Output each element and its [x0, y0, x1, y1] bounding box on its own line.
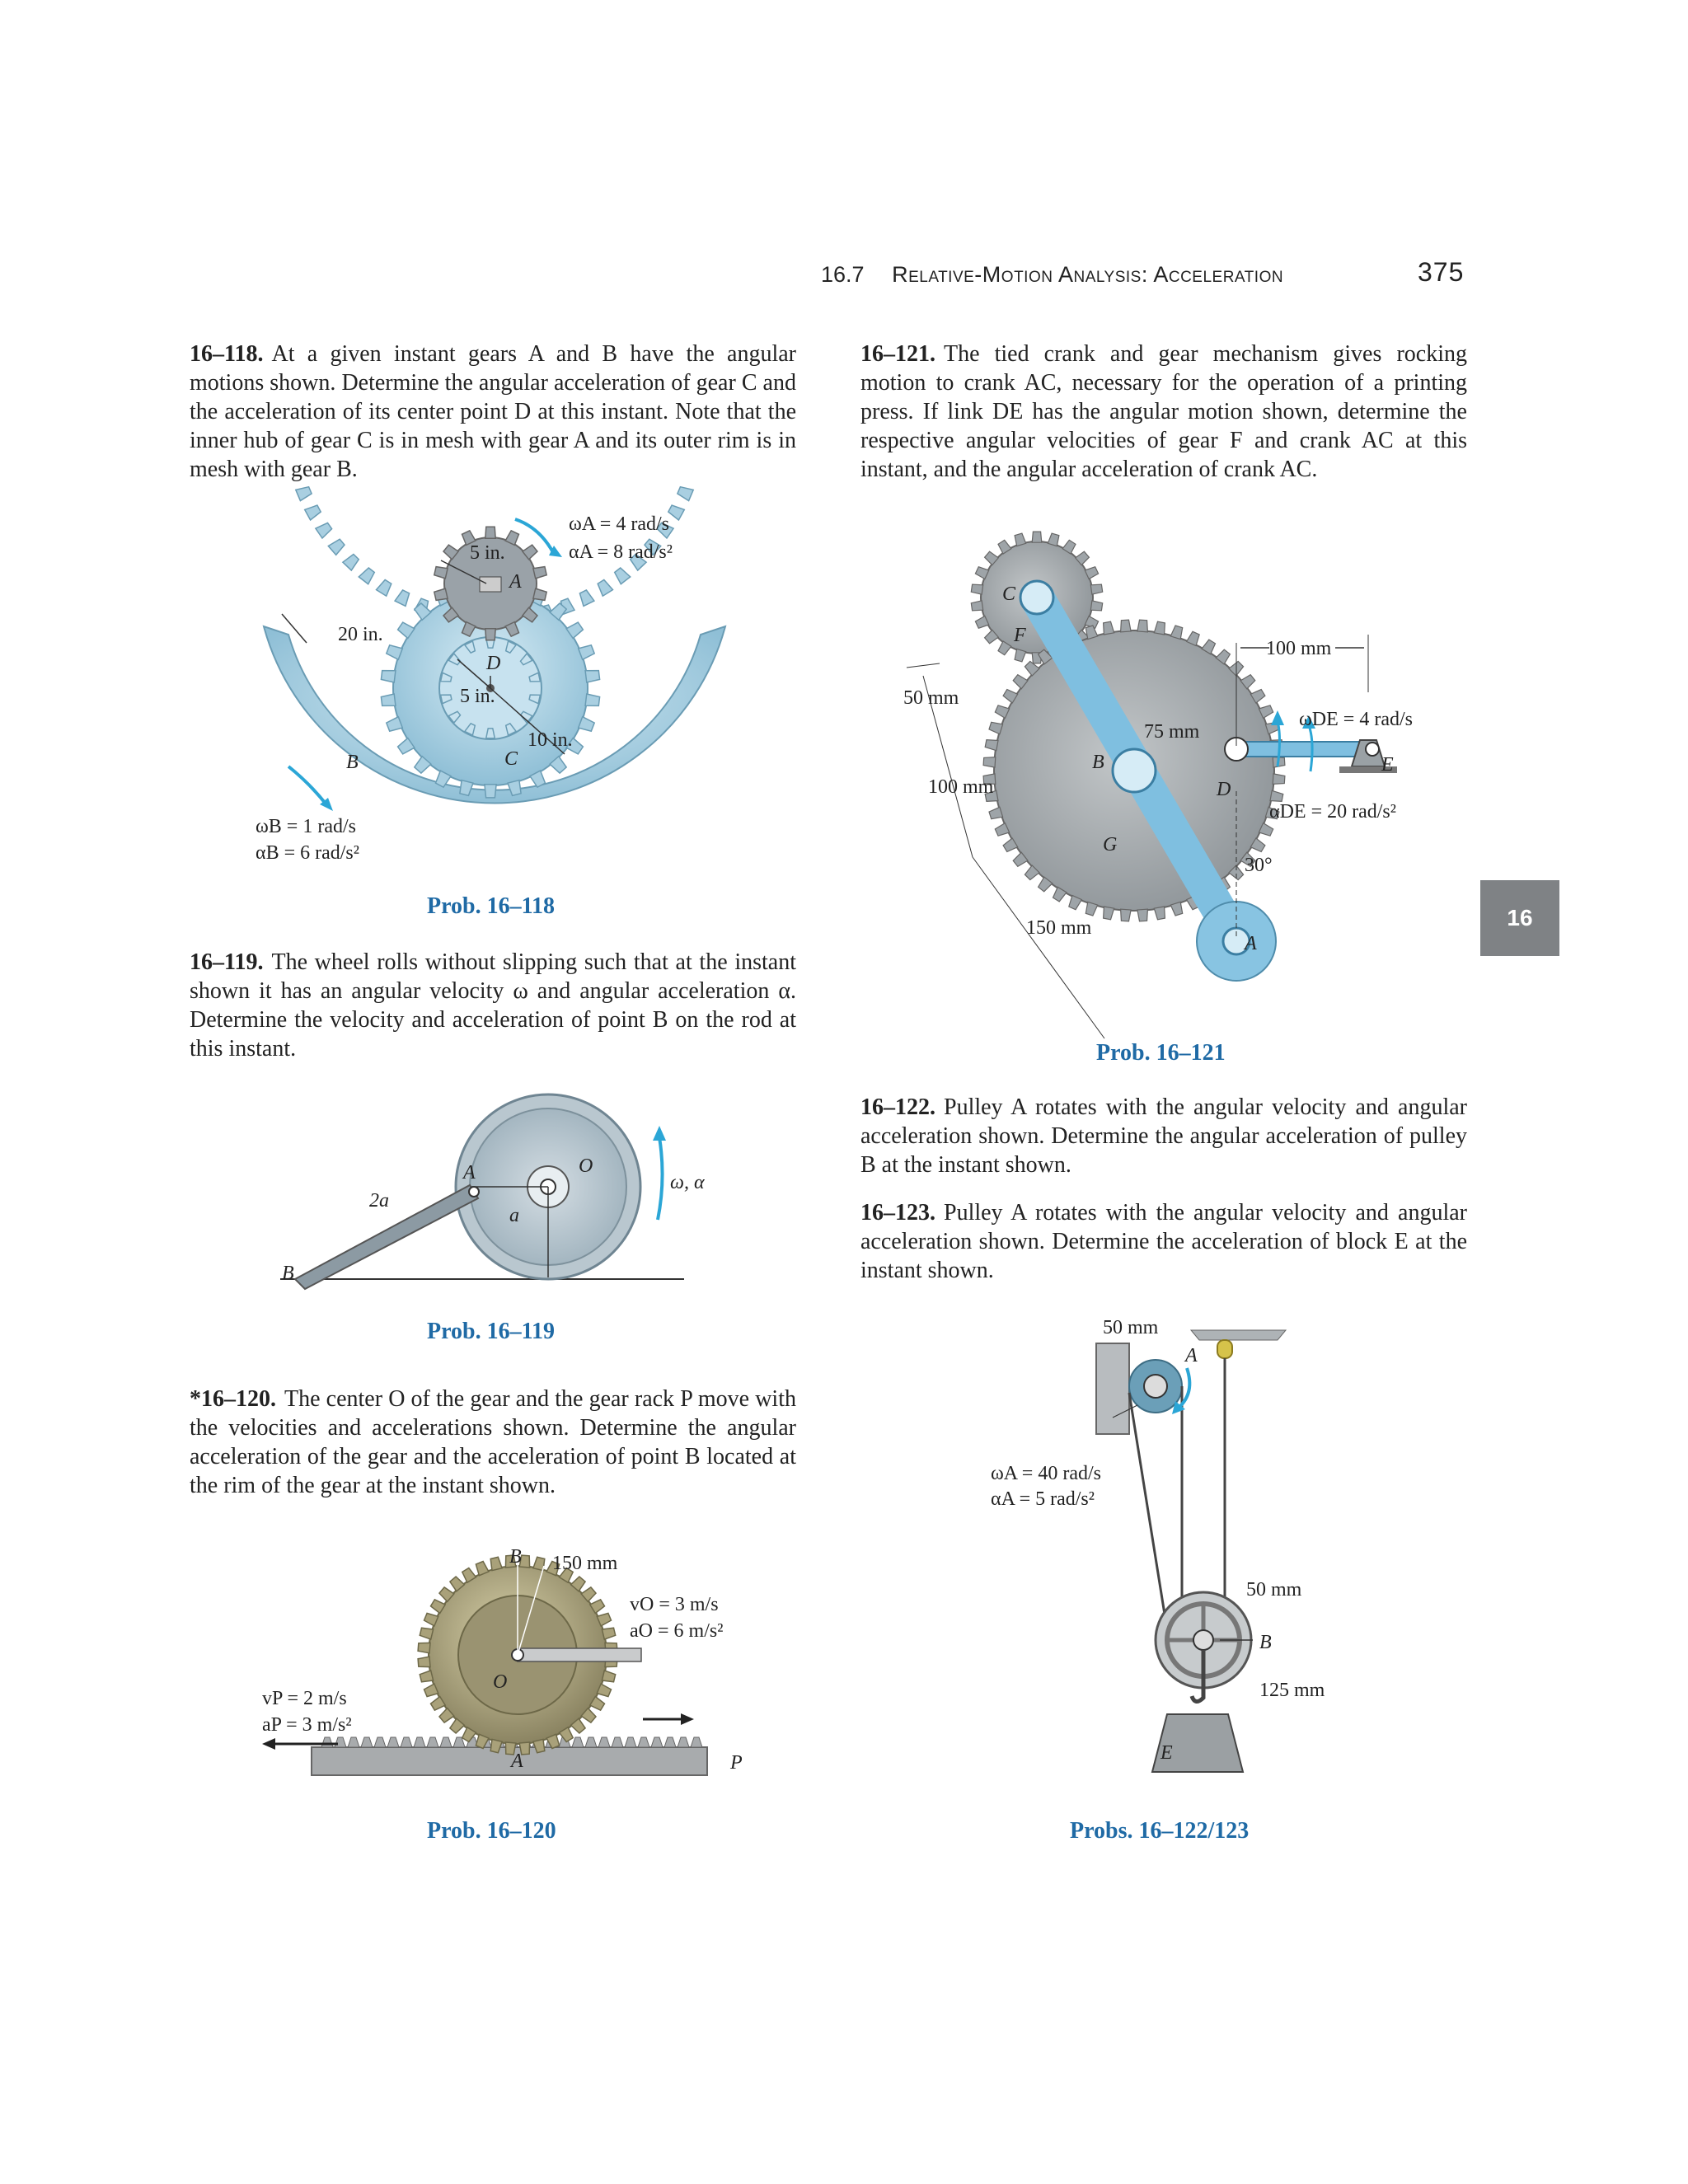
label-e: E: [1381, 754, 1394, 776]
dim-50b-label: 50 mm: [1246, 1579, 1302, 1601]
label-2a: 2a: [369, 1190, 389, 1212]
dim-50-label: 50 mm: [903, 687, 959, 709]
section-number: 16.7: [821, 262, 865, 287]
section-title: Relative-Motion Analysis: Acceleration: [892, 262, 1284, 287]
label-a: A: [1245, 933, 1257, 954]
running-header: [821, 262, 1283, 288]
omega-de-label: ωDE = 4 rad/s: [1299, 709, 1413, 730]
caption-16-122-123: Probs. 16–122/123: [1070, 1818, 1250, 1844]
problem-text: At a given instant gears A and B have the angular motions shown. Determine the angular acceleration of gear C and the acceleration of its center point D at this instant. Note that the inner hub of gear C is in mesh with gear A and its outer rim is in mesh with gear B.: [190, 341, 796, 482]
omega-a-label: ωA = 40 rad/s: [991, 1463, 1101, 1484]
radius-20-label: 20 in.: [338, 624, 383, 645]
label-a: A: [463, 1162, 476, 1183]
label-f: F: [1014, 625, 1026, 646]
label-g: G: [1103, 834, 1118, 855]
dim-100b-label: 100 mm: [1266, 638, 1332, 659]
label-b: B: [509, 1546, 522, 1568]
ao-label: aO = 6 m/s²: [630, 1620, 724, 1642]
caption-16-119: Prob. 16–119: [427, 1319, 556, 1344]
label-b: B: [282, 1263, 294, 1284]
alpha-b-label: αB = 6 rad/s²: [256, 842, 359, 864]
alpha-de-label: αDE = 20 rad/s²: [1269, 801, 1396, 823]
label-e: E: [1160, 1742, 1173, 1764]
figure-16-119: [272, 1088, 705, 1294]
problem-text: The center O of the gear and the gear rack P move with the velocities and accelerations shown. Determine the angular acceleration of the gear and the acceleration of point B located at the rim of the gear at the instant shown.: [190, 1386, 796, 1498]
vp-label: vP = 2 m/s: [262, 1688, 347, 1709]
problem-number: 16–119.: [190, 949, 264, 975]
omega-alpha-label: ω, α: [670, 1172, 705, 1193]
problem-text: The tied crank and gear mechanism gives rocking motion to crank AC, necessary for the operation of a printing press. If link DE has the angular motion shown, determine the respective angular velocities of gear F and crank AC at this instant, and the angular acceleration of crank AC.: [860, 341, 1467, 482]
label-a-radius: a: [509, 1205, 519, 1226]
ap-label: aP = 3 m/s²: [262, 1714, 352, 1736]
radius-150-label: 150 mm: [552, 1553, 618, 1574]
problem-text: The wheel rolls without slipping such that at the instant shown it has an angular velocity ω and angular acceleration α. Determine the velocity and acceleration of point B on the rod at this instant.: [190, 949, 796, 1062]
figure-16-121: [890, 519, 1467, 1038]
problem-number: 16–118.: [190, 341, 264, 367]
chapter-tab: 16: [1480, 880, 1559, 956]
label-c: C: [504, 748, 518, 770]
dim-125-label: 125 mm: [1259, 1680, 1325, 1701]
omega-b-arrow: [288, 766, 326, 804]
label-a: A: [511, 1750, 523, 1772]
label-p: P: [730, 1752, 743, 1774]
label-a: A: [509, 571, 522, 593]
page-number: 375: [1418, 257, 1465, 287]
problem-number: 16–122.: [860, 1094, 935, 1120]
gear-a-pin: [480, 577, 501, 592]
omega-arrow: [658, 1137, 663, 1220]
problem-16-120: [190, 1385, 796, 1500]
figure-16-118: [239, 511, 750, 874]
label-d: D: [1217, 779, 1231, 800]
label-o: O: [579, 1155, 593, 1177]
caption-16-120: Prob. 16–120: [427, 1818, 556, 1844]
alpha-a-label: αA = 8 rad/s²: [569, 541, 673, 563]
vo-label: vO = 3 m/s: [630, 1594, 719, 1615]
figure-16-120: [256, 1540, 767, 1787]
label-b: B: [1092, 752, 1104, 773]
figure-16-122-123: [981, 1310, 1360, 1805]
problem-number: 16–123.: [860, 1200, 935, 1226]
dim-150-label: 150 mm: [1026, 917, 1092, 939]
problem-number: 16–121.: [860, 341, 935, 367]
alpha-a-label: αA = 5 rad/s²: [991, 1488, 1095, 1510]
omega-a-label: ωA = 4 rad/s: [569, 513, 669, 535]
problem-number: *16–120.: [190, 1386, 276, 1412]
axle-rod: [518, 1648, 641, 1661]
dim-75-label: 75 mm: [1144, 721, 1200, 743]
problem-16-121: [860, 340, 1467, 484]
caption-16-121: Prob. 16–121: [1096, 1040, 1226, 1066]
label-b: B: [346, 752, 359, 773]
problem-16-122: [860, 1093, 1467, 1179]
radius-10-label: 10 in.: [528, 729, 573, 751]
problem-text: Pulley A rotates with the angular velocity and angular acceleration shown. Determine the acceleration of block E at the instant shown.: [860, 1200, 1467, 1283]
label-b: B: [1259, 1632, 1272, 1653]
problem-16-123: [860, 1198, 1467, 1285]
problem-text: Pulley A rotates with the angular velocity and angular acceleration shown. Determine the angular acceleration of pulley B at the instant shown.: [860, 1094, 1467, 1178]
radius-5-d-label: 5 in.: [460, 686, 495, 707]
dim-50a-label: 50 mm: [1103, 1317, 1159, 1338]
label-c: C: [1002, 583, 1016, 605]
omega-b-label: ωB = 1 rad/s: [256, 816, 356, 837]
caption-16-118: Prob. 16–118: [427, 893, 556, 919]
dim-100-label: 100 mm: [928, 776, 994, 798]
problem-16-119: [190, 948, 796, 1063]
label-o: O: [493, 1671, 508, 1693]
angle-label: 30°: [1245, 855, 1273, 876]
radius-5-label: 5 in.: [470, 542, 505, 564]
problem-16-118: [190, 340, 796, 484]
label-d: D: [486, 653, 501, 674]
label-a: A: [1185, 1345, 1198, 1366]
